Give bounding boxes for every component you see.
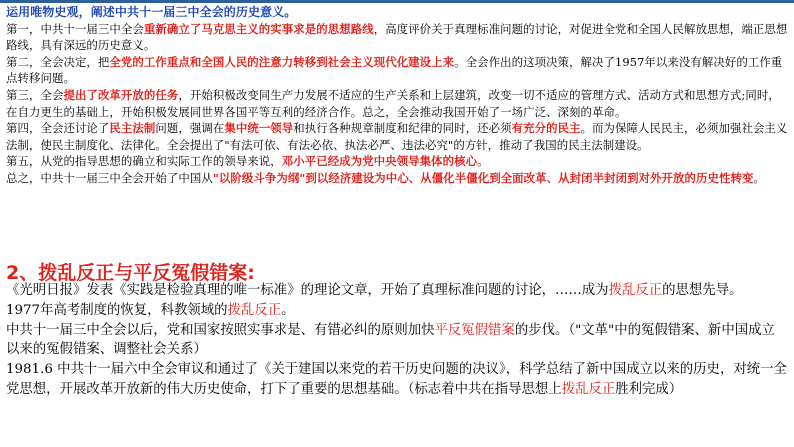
section-title: 2、拨乱反正与平反冤假错案: [6,262,255,284]
highlight: "以阶级斗争为纲"到以经济建设为中心、从僵化半僵化到全面改革、从封闭半封闭到对外开放的历史性转变 [212,170,754,185]
question: 运用唯物史观，阐述中共十一届三中全会的历史意义。 [6,5,297,19]
highlight: 拨乱反正 [227,302,282,318]
highlight: 拨乱反正 [608,283,663,298]
top-rule [0,0,794,3]
point-4: 第四，全会还讨论了民主法制问题，强调在集中统一领导和执行各种规章制度和纪律的同时，还必须有充分的民主。而为保障人民民主，必须加强社会主义法制，使民主制度化、法律化。全会提出了"有法可依、有法必依、执法必严、违法必究"的方针，推动了我国的民主法制建设。 [6,121,788,152]
highlight: 邓小平已经成为党中央领导集体的核心 [281,154,478,169]
highlight: 民主法制 [109,121,156,136]
highlight: 提出了改革开放的任务 [63,87,179,102]
conclusion: 总之，中共十一届三中全会开始了中国从"以阶级斗争为纲"到以经济建设为中心、从僵化半僵化到全面改革、从封闭半封闭到对外开放的历史性转变。 [6,170,765,185]
point-2: 第二，全会决定，把全党的工作重点和全国人民的注意力转移到社会主义现代化建设上来。全会作出的这项决策，解决了1957年以来没有解决好的工作重点转移问题。 [6,54,783,86]
highlight: 有充分的民主 [511,121,581,136]
item-sixth-plenum: 1981.6 中共十一届六中全会审议和通过了《关于建国以来党的若干历史问题的决议》，科学总结了新中国成立以来的历史，对统一全党思想，开展改革开放新的伟大历史使命，打下了重要的思想基础。（标志着中共在指导思想上拨乱反正胜利完成） [6,362,787,397]
point-1: 第一，中共十一届三中全会重新确立了马克思主义的实事求是的思想路线，高度评价关于真理标准问题的讨论，对促进全党和全国人民解放思想，端正思想路线，具有深远的历史意义。 [6,21,788,53]
highlight: 重新确立了马克思主义的实事求是的思想路线 [143,21,374,36]
item-guangming-daily: 《光明日报》发表《实践是检验真理的唯一标准》的理论文章，开始了真理标准问题的讨论，……成为拨乱反正的思想先导。 [6,283,743,298]
highlight: 全党的工作重点和全国人民的注意力转移到社会主义现代化建设上来 [109,54,455,69]
answer-block [6,4,788,187]
point-5: 第五，从党的指导思想的确立和实际工作的领导来说，邓小平已经成为党中央领导集体的核心。 [6,154,489,169]
item-rehabilitation: 中共十一届三中全会以后，党和国家按照实事求是、有错必纠的原则加快平反冤假错案的步伐。（"文革"中的冤假错案、新中国成立以来的冤假错案、调整社会关系） [6,322,775,358]
item-gaokao: 1977年高考制度的恢复，科教领域的拨乱反正。 [6,302,295,318]
point-3: 第三，全会提出了改革开放的任务，开始积极改变同生产力发展不适应的生产关系和上层建筑，改变一切不适应的管理方式、活动方式和思想方式;同时，在自力更生的基础上，开始积极发展同世界各国平等互利的经济合作。总之，全会推动我国开始了一场广泛、深刻的革命。 [6,87,780,119]
highlight: 平反冤假错案 [434,322,515,338]
highlight: 集中统一领导 [224,121,294,136]
section-body [6,281,788,400]
highlight: 拨乱反正 [561,381,616,397]
